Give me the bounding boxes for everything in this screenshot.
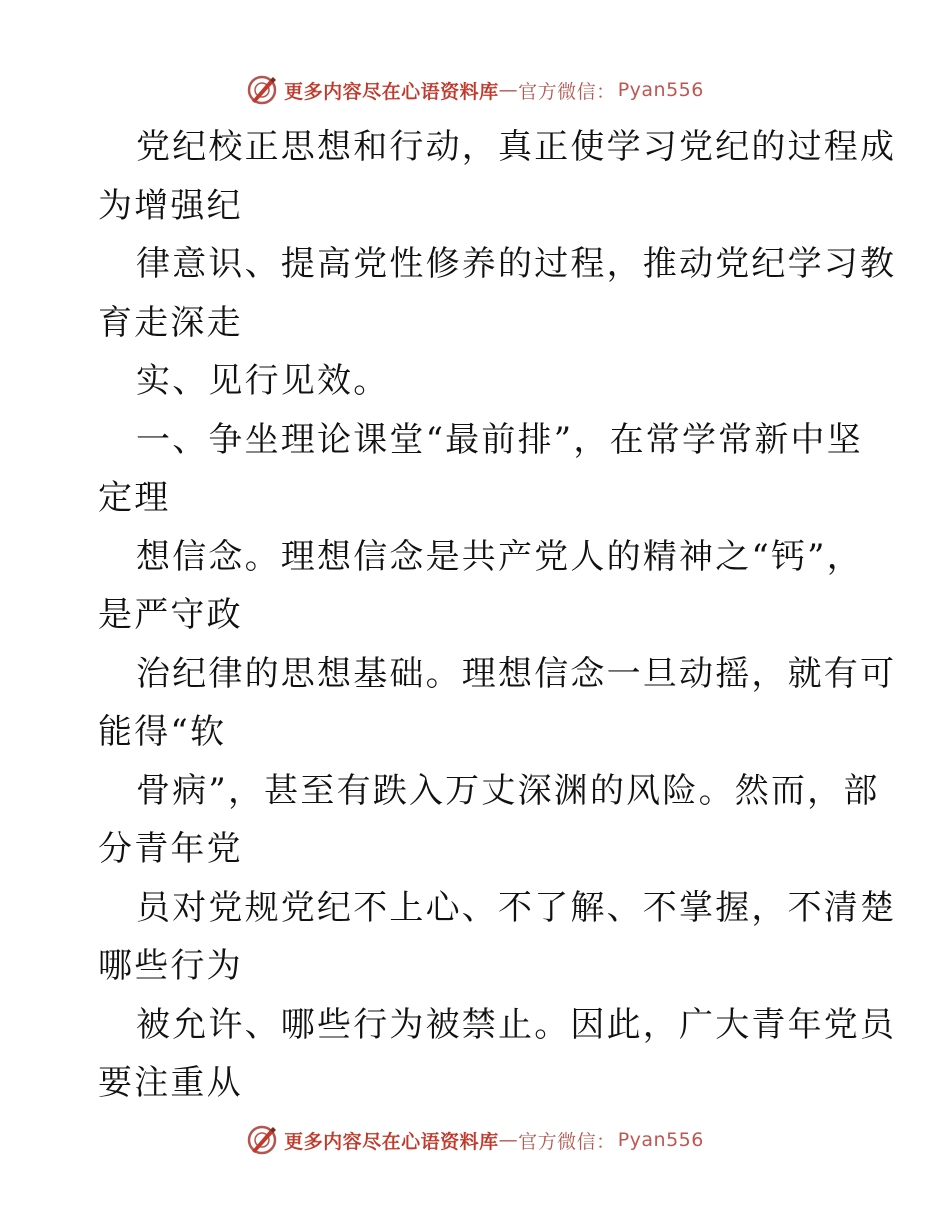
paragraph xyxy=(98,411,863,528)
paragraph-line: 要注重从 xyxy=(98,1063,243,1103)
paragraph xyxy=(98,879,897,996)
paragraph-line: 一、争坐理论课堂“最前排”，在常学常新中坚 xyxy=(136,419,863,460)
paragraph xyxy=(98,235,897,352)
paragraph-line: 被允许、哪些行为被禁止。因此，广大青年党员 xyxy=(136,1004,897,1045)
paragraph xyxy=(98,645,897,762)
paragraph-line: 为增强纪 xyxy=(98,185,243,226)
paragraph-line: 定理 xyxy=(98,478,171,518)
watermark-id: Pyan556 xyxy=(617,79,704,101)
footer-watermark xyxy=(0,1120,950,1160)
paragraph-line: 律意识、提高党性修养的过程，推动党纪学习教 xyxy=(136,244,897,284)
paragraph-line: 哪些行为 xyxy=(98,946,243,986)
paragraph xyxy=(98,118,897,235)
watermark-id: Pyan556 xyxy=(617,1129,704,1151)
paragraph-line: 员对党规党纪不上心、不了解、不掌握，不清楚 xyxy=(136,887,897,928)
paragraph-line: 分青年党 xyxy=(98,829,243,869)
paragraph xyxy=(98,996,897,1113)
paragraph xyxy=(98,528,863,645)
watermark-brand: 更多内容尽在心语资料库 xyxy=(284,80,499,103)
paragraph-line: 是严守政 xyxy=(98,595,243,635)
paragraph xyxy=(98,762,880,879)
paragraph-line: 治纪律的思想基础。理想信念一旦动摇，就有可 xyxy=(136,653,897,694)
watermark-separator: — xyxy=(498,1129,519,1151)
paragraph-line: 骨病”，甚至有跌入万丈深渊的风险。然而，部 xyxy=(136,770,880,811)
watermark-separator: — xyxy=(498,79,519,101)
header-watermark xyxy=(0,70,950,110)
document-body xyxy=(98,118,897,1113)
paragraph-line: 实、见行见效。 xyxy=(136,361,390,401)
paragraph-line: 想信念。理想信念是共产党人的精神之“钙”， xyxy=(136,536,863,577)
pen-logo-icon xyxy=(246,74,278,106)
paragraph xyxy=(98,352,858,411)
paragraph-line: 党纪校正思想和行动，真正使学习党纪的过程成 xyxy=(136,127,897,167)
pen-logo-icon xyxy=(246,1124,278,1156)
watermark-channel: 官方微信： xyxy=(518,1130,616,1153)
paragraph-line: 育走深走 xyxy=(98,302,243,343)
watermark-brand: 更多内容尽在心语资料库 xyxy=(284,1130,499,1153)
paragraph-line: 能得“软 xyxy=(98,712,227,752)
watermark-channel: 官方微信： xyxy=(518,80,616,103)
